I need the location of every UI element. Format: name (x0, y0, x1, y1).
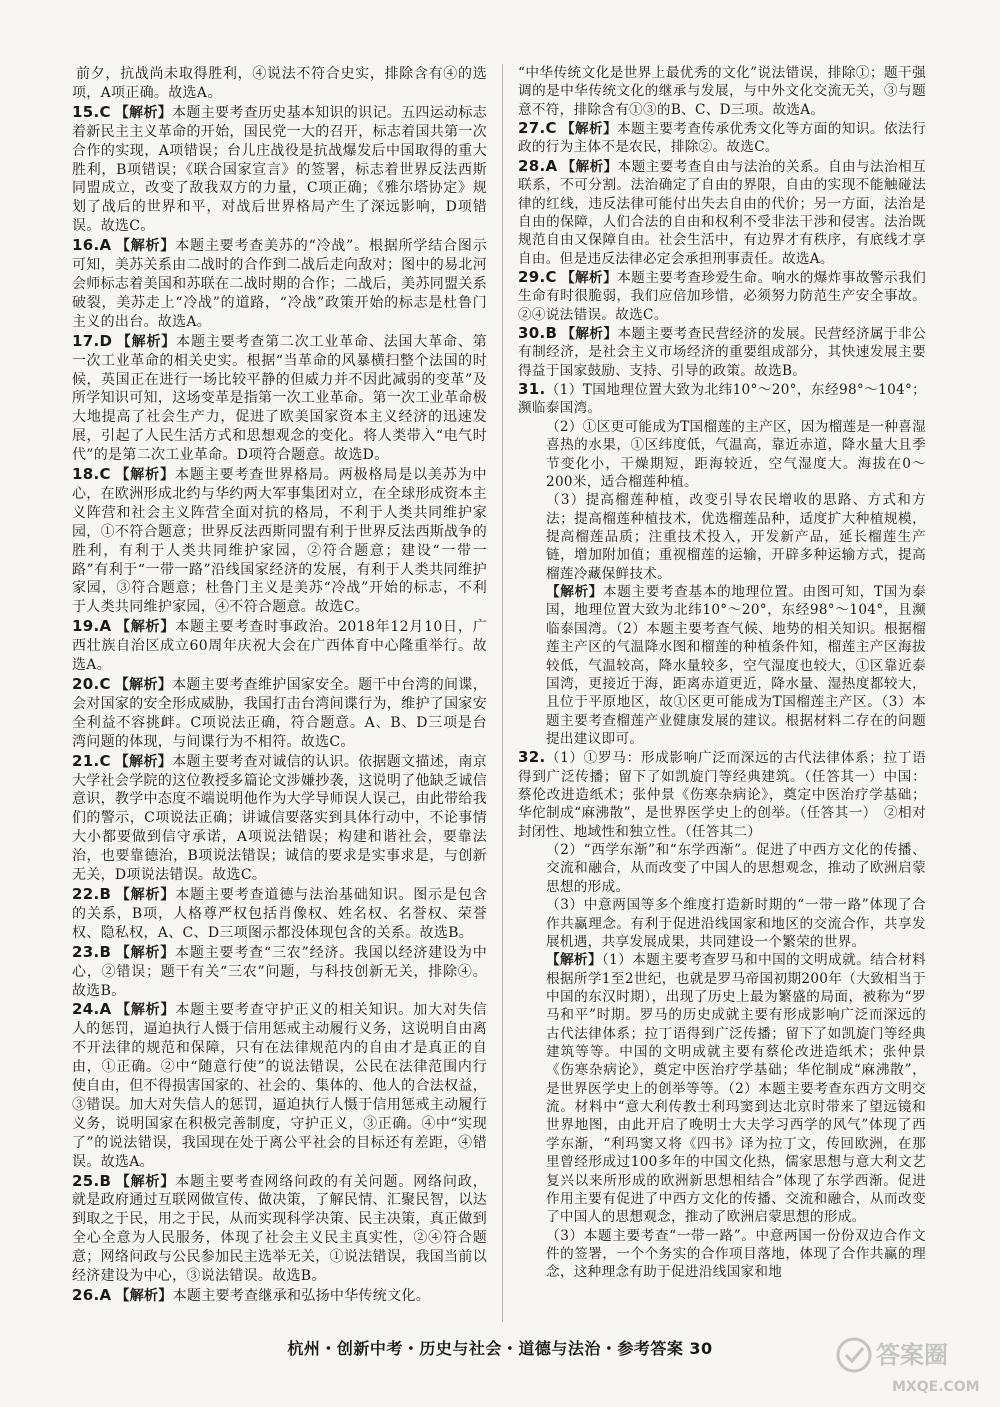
answer-item (72, 332, 487, 465)
answer-part-text: （1）T国地理位置大致为北纬10°～20°，东经98°～104°；濒临泰国湾。 (518, 382, 926, 417)
question-number: 25. (72, 1171, 100, 1190)
analysis-text: 本题主要考查时事政治。2018年12月10日，广西壮族自治区成立60周年庆祝大会在广西体育中心隆重举行。故选A。 (72, 619, 487, 674)
answer-letter: B (99, 1171, 112, 1190)
question-number: 28. (518, 156, 546, 175)
analysis-text: 本题主要考查自由与法治的关系。自由与法治相互联系，不可分割。法治确定了自由的界限，自由的实现不能触碰法律的红线，违反法律可能付出失去自由的代价；另一方面，法治是自由的保障，人们合法的自由和权利不受非法干涉和侵害。法治既规范自由又保障自由。社会生活中，有边界才有秩序，有底线才享自由。但是违反法律必定会承担刑事责任。故选A。 (518, 158, 926, 267)
answer-item (72, 617, 487, 675)
q31-part (518, 418, 926, 491)
question-number: 24. (72, 1000, 100, 1019)
analysis-text: 本题主要考查第二次工业革命、法国大革命、第一次工业革命的相关史实。根据“当革命的风暴横扫整个法国的时候，英国正在进行一场比较平静的但威力并不因此减弱的变革”及所学知识可知，这场变革是指第一次工业革命。第一次工业革命极大地提高了社会生产力，促进了欧美国家资本主义经济的迅速发展，引起了人民生活方式和思想观念的变化。将人类带入“电气时代”的是第二次工业革命。D项符合题意。故选D。 (72, 333, 487, 464)
page-footer: 杭州・创新中考・历史与社会・道德与法治・参考答案 30 (287, 1339, 713, 1358)
answer-letter: B (99, 884, 112, 903)
analysis-tag: 【解析】 (115, 619, 176, 636)
answer-letter: A (99, 236, 112, 255)
question-number: 21. (72, 751, 100, 770)
analysis-tag: 【解析】 (115, 1173, 176, 1190)
question-number: 32. (518, 748, 546, 767)
analysis-text: 前夕，抗战尚未取得胜利，④说法不符合史实，排除含有④的选项，A项正确。故选A。 (72, 66, 487, 101)
analysis-text: 本题主要考查历史基本知识的识记。五四运动标志着新民主主义革命的开始，国民党一大的召开，标志着国共第一次合作的实现，A项错误；台儿庄战役是抗战爆发后中国取得的重大胜利，B项错误；《联合国家宣言》的签署，标志着世界反法西斯同盟成立，改变了敌我双方的力量，C项正确；《雅尔塔协定》规划了战后的世界和平，对战后世界格局产生了深远影响，D项错误。故选C。 (72, 104, 487, 235)
answer-item (72, 1172, 487, 1286)
analysis-tag: 【解析】 (561, 326, 618, 343)
q32-part (518, 748, 926, 841)
answer-letter: D (99, 331, 113, 350)
answer-item (72, 943, 487, 1001)
question-number: 19. (72, 617, 100, 636)
analysis-tag: 【解析】 (114, 677, 173, 693)
analysis-text: 本题主要考查守护正义的相关知识。加大对失信人的惩罚，逼迫执行人慑于信用惩戒主动履行义务，这说明自由离不开法律的规范和保障，只有在法律规范内的自由才是真正的自由，①正确。②中“随意行使”的说法错误，公民在法律范围内行使自由，但不得损害国家的、社会的、集体的、他人的合法权益，③错误。加大对失信人的惩罚，逼迫执行人慑于信用惩戒主动履行义务，说明国家在积极完善制度，守护正义，③正确。④中“实现了”的说法错误，我国现在处于离公平社会的目标还有差距，④错误。故选A。 (72, 1002, 487, 1170)
analysis-text: 本题主要考查世界格局。两极格局是以美苏为中心，在欧洲形成北约与华约两大军事集团对立，在全球形成资本主义阵营和社会主义阵营全面对抗的格局，不利于人类共同维护家园，①不符合题意；世界反法西斯同盟有利于世界反法西斯战争的胜利，有利于人类共同维护家园，②符合题意；建设“一带一路”有利于“一带一路”沿线国家经济的发展，有利于人类共同维护家园，③符合题意；杜鲁门主义是美苏“冷战”开始的标志，不利于人类共同维护家园，④不符合题意。故选C。 (72, 467, 487, 616)
answer-letter: A (99, 617, 112, 636)
analysis-text: 本题主要考查传承优秀文化等方面的知识。依法行政的行为主体不是农民，排除②。故选C。 (518, 121, 926, 156)
analysis-tag: 【解析】 (116, 333, 177, 350)
analysis-tag: 【解析】 (561, 158, 618, 175)
analysis-tag: 【解析】 (115, 944, 176, 961)
answer-letter: C (545, 267, 557, 286)
analysis-tag: 【解析】 (115, 886, 176, 903)
answer-part-text: （2）①区更可能成为T国榴莲的主产区，因为榴莲是一种喜湿喜热的水果，①区纬度低，气温高，靠近赤道，降水量大且季节变化小，干燥期短，距海较近，空气湿度大。海拔在0～200米，适合榴莲种植。 (546, 418, 926, 490)
answer-letter: C (99, 465, 111, 484)
question-number: 16. (72, 236, 100, 255)
analysis-text: 本题主要考查继承和弘扬中华传统文化。 (172, 1288, 431, 1304)
watermark-url: MXQE.COM (892, 1379, 980, 1395)
question-number: 17. (72, 331, 100, 350)
answer-letter: C (99, 675, 111, 693)
answer-part-text: （3）提高榴莲种植，改变引导农民增收的思路、方式和方法；提高榴莲种植技术，优选榴莲品种，适度扩大种植规模，提高榴莲品质；注重技术投入，开发新产品，延长榴莲生产链，增加附加值；重视榴莲的运输，开辟多种运输方式，提高榴莲冷藏保鲜技术。 (546, 492, 926, 582)
answer-letter: B (545, 324, 558, 343)
q32-analysis (518, 951, 926, 1226)
analysis-tag: 【解析】 (114, 467, 175, 484)
q31-analysis (518, 583, 926, 748)
analysis-text: （1）本题主要考查罗马和中国的文明成就。结合材料根据所学1至2世纪，也就是罗马帝国初期200年（大致相当于中国的东汉时期），出现了历史上最为繁盛的局面，被称为“罗马和平”时期。罗马的历史成就主要有形成影响广泛而深远的古代法律体系；拉丁语得到广泛传播；留下了如凯旋门等经典建筑等等。中国的文明成就主要有蔡伦改进造纸术；张仲景《伤寒杂病论》，奠定中医治疗学基础；华佗制成“麻沸散”，是世界医学史上的创举等等。（2）本题主要考查东西方文明交流。材料中“意大利传教士利玛窦到达北京时带来了望远镜和世界地图，由此开启了晚明士大夫学习西学的风气”体现了西学东渐，“利玛窦又将《四书》译为拉丁文，传回欧洲，在那里曾经形成过100多年的中国文化热，儒家思想与意大利文艺复兴以来所形成的欧洲新思想相结合”体现了东学西渐。促进作用主要有促进了中西方文化的传播、交流和融合，从而改变了中国人的思想观念，推动了欧洲启蒙思想的形成。 (546, 952, 927, 1226)
answer-letter: A (545, 156, 558, 175)
answer-item (72, 885, 487, 943)
answer-item (518, 119, 926, 157)
answer-item (518, 268, 926, 324)
answer-letter: C (99, 102, 111, 121)
analysis-tag: 【解析】 (115, 1002, 176, 1019)
analysis-text: 本题主要考查对诚信的认识。依据题文描述，南京大学社会学院的这位教授多篇论文涉嫌抄袭，这说明了他缺乏诚信意识，教学中态度不端说明他作为大学导师误人误己，由此带给我们的警示，C项说法正确；讲诚信要落实到具体行动中，不论事情大小都要做到信守承诺，A项说法错误；构建和谐社会，要靠法治，也要靠德治，B项说法错误；诚信的要求是实事求是，与创新无关，D项说法错误。故选C。 (72, 753, 487, 884)
q32-part (518, 841, 926, 896)
answer-item (72, 1286, 487, 1306)
analysis-text: 本题主要考查网络问政的有关问题。网络问政，就是政府通过互联网做宣传、做决策，了解民情、汇聚民智，以达到取之于民，用之于民，从而实现科学决策、民主决策，真正做到全心全意为人民服务，体现了社会主义民主真实性，②④符合题意；网络问政与公民参加民主选举无关，①说法错误，我国当前以经济建设为中心，③说法错误。故选B。 (72, 1173, 487, 1285)
left-column (72, 64, 487, 1306)
analysis-tag: 【解析】 (546, 584, 604, 601)
watermark-title: 答案圈 (876, 1341, 948, 1369)
answer-item (518, 324, 926, 380)
analysis-tag: 【解析】 (115, 1288, 173, 1304)
answer-item (72, 103, 487, 236)
column-divider (502, 64, 503, 1322)
answer-letter: C (99, 751, 111, 770)
analysis-tag: 【解析】 (560, 121, 618, 138)
answer-item (72, 1000, 487, 1171)
analysis-tag: 【解析】 (560, 269, 618, 286)
answer-item (72, 64, 487, 103)
question-number: 26. (72, 1286, 100, 1304)
question-number: 22. (72, 884, 100, 903)
right-column (518, 64, 926, 1282)
question-number: 31. (518, 380, 546, 399)
watermark-logo (832, 1329, 982, 1399)
question-number: 15. (72, 102, 100, 121)
question-number: 30. (518, 324, 546, 343)
answer-letter: A (99, 1000, 112, 1019)
analysis-tag: 【解析】 (115, 238, 176, 255)
answer-part-text: （2）“西学东渐”和“东学西渐”。促进了中西方文化的传播、交流和融合，从而改变了中国人的思想观念，推动了欧洲启蒙思想的形成。 (546, 842, 926, 895)
answer-item (72, 465, 487, 617)
analysis-text: 本题主要考查珍爱生命。响水的爆炸事故警示我们生命有时很脆弱，我们应倍加珍惜，必须努力防范生产安全事故。②④说法错误。故选C。 (518, 269, 926, 323)
question-number: 18. (72, 465, 100, 484)
question-number: 29. (518, 267, 546, 286)
answer-letter: C (545, 119, 557, 138)
answer-letter: B (99, 942, 112, 961)
answer-item (72, 752, 487, 885)
question-number: 23. (72, 942, 100, 961)
q31-part (518, 491, 926, 583)
analysis-tag: 【解析】 (114, 104, 173, 121)
answer-letter: A (99, 1286, 112, 1304)
analysis-text: 本题主要考查“三农”经济。我国以经济建设为中心，②错误；题干有关“三农”问题，与科技创新无关，排除④。故选B。 (72, 944, 487, 999)
analysis-tag: 【解析】 (114, 753, 173, 770)
analysis-text: 本题主要考查美苏的“冷战”。根据所学结合图示可知，美苏关系由二战时的合作到二战后走向敌对；图中的易北河会师标志着美国和苏联在二战时期的合作；二战后，美苏同盟关系破裂，美苏走上“冷战”的道路，“冷战”政策开始的标志是杜鲁门主义的出台。故选A。 (72, 238, 487, 330)
question-number: 20. (72, 675, 100, 693)
analysis-text: 本题主要考查道德与法治基础知识。图示是包含的关系，B项，人格尊严权包括肖像权、姓名权、名誉权、荣誉权、隐私权，A、C、D三项图示都没体现包含的关系。故选B。 (72, 886, 487, 941)
analysis-text: 本题主要考查维护国家安全。题干中台湾的间谍，会对国家的安全形成威胁，我国打击台湾间谍行为，维护了国家安全利益不容挑衅。C项说法正确，符合题意。A、B、D三项是台湾问题的体现，与间谍行为不相符。故选C。 (72, 677, 487, 750)
answer-part-text: （1）①罗马：形成影响广泛而深远的古代法律体系；拉丁语得到广泛传播；留下了如凯旋门等经典建筑。（任答其一）中国：蔡伦改进造纸术；张仲景《伤寒杂病论》，奠定中医治疗学基础；华佗制成“麻沸散”，是世界医学史上的创举。（任答其一） ②相对封闭性、地域性和独立性。（任答其二） (518, 750, 926, 840)
answer-item (518, 157, 926, 268)
answer-part-text: （3）中意两国等多个维度打造新时期的“一带一路”体现了合作共赢理念。有利于促进沿线国家和地区的交流合作，共享发展机遇，共享发展成果，共同建设一个繁荣的世界。 (546, 897, 926, 950)
answer-item (72, 236, 487, 332)
q31-part (518, 380, 926, 418)
right-column-intro: “中华传统文化是世界上最优秀的文化”说法错误，排除①；题干强调的是中华传统文化的继承与发展，与中外文化交流无关，③与题意不符，排除含有①③的B、C、D三项。故选A。 (518, 65, 926, 118)
q32-part (518, 896, 926, 951)
q32-analysis-part3: （3）本题主要考查“一带一路”。中意两国一份份双边合作文件的签署，一个个务实的合作项目落地，体现了合作共赢的理念，这种理念有助于促进沿线国家和地 (546, 1227, 926, 1281)
question-number: 27. (518, 119, 546, 138)
analysis-tag: 【解析】 (546, 952, 602, 969)
analysis-text: 本题主要考查民营经济的发展。民营经济属于非公有制经济，是社会主义市场经济的重要组成部分，其快速发展主要得益于国家鼓励、支持、引导的政策。故选B。 (518, 326, 926, 379)
answer-item (72, 675, 487, 752)
analysis-text: 本题主要考查基本的地理位置。由图可知，T国为泰国，地理位置大致为北纬10°～20°，东经98°～104°，且濒临泰国湾。（2）本题主要考查气候、地势的相关知识。根据榴莲主产区的气温降水图和榴莲的种植条件知，榴莲主产区海拔较低，气温较高，降水量较多，空气湿度也较大，①区靠近泰国湾，更接近于海，距离赤道更近，降水量、湿热度都较大，且位于平原地区，故①区更可能成为T国榴莲主产区。（3）本题主要考查榴莲产业健康发展的建议。根据材料二存在的问题提出建议即可。 (546, 584, 927, 747)
